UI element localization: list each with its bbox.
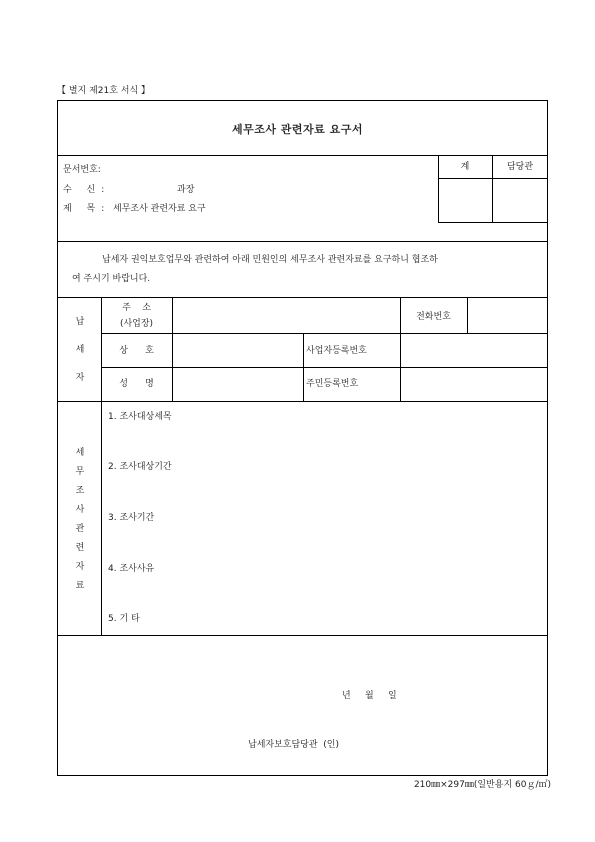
materials-section-char: 무	[75, 467, 85, 477]
material-item: 2. 조사대상기간	[108, 462, 172, 472]
company-field[interactable]	[173, 334, 302, 366]
divider	[57, 241, 548, 242]
material-item: 4. 조사사유	[108, 564, 155, 574]
subject-label: 제 목:	[63, 204, 111, 214]
name-label: 성 명	[119, 379, 154, 389]
materials-section-char: 사	[75, 505, 85, 515]
taxpayer-section-char: 납	[75, 317, 85, 327]
material-item: 5. 기 타	[108, 614, 140, 624]
address-label: 주 소	[122, 303, 151, 313]
recipient-label: 수 신:	[63, 185, 111, 195]
page-title: 세무조사 관련자료 요구서	[231, 123, 364, 136]
request-text-line-1: 납세자 권익보호업무와 관련하여 아래 민원인의 세무조사 관련자료를 요구하니 협조하	[102, 255, 438, 265]
name-field[interactable]	[173, 368, 302, 400]
divider	[57, 155, 548, 156]
request-text-line-2: 여 주시기 바랍니다.	[72, 274, 151, 284]
biz-reg-label: 사업자등록번호	[306, 346, 367, 356]
material-item: 1. 조사대상세목	[108, 412, 172, 422]
address-field[interactable]	[173, 298, 399, 332]
form-number: 【 별지 제21호 서식 】	[57, 86, 151, 96]
subject-value: 세무조사 관련자료 요구	[113, 204, 206, 214]
material-item: 3. 조사기간	[108, 513, 155, 523]
resident-reg-field[interactable]	[401, 368, 547, 400]
mid-column-line	[303, 333, 304, 401]
materials-section-char: 련	[75, 543, 85, 553]
company-label: 상 호	[119, 346, 154, 356]
signer-line: 납세자보호담당관 (인)	[248, 740, 339, 750]
materials-section-char: 료	[75, 581, 85, 591]
biz-reg-field[interactable]	[401, 334, 547, 366]
materials-section-char: 세	[75, 448, 85, 458]
approval-col-2: 담당관	[506, 162, 534, 172]
paper-spec: 210㎜×297㎜(일반용지 60ｇ/㎡)	[413, 780, 551, 790]
materials-section-char: 조	[75, 486, 85, 496]
materials-field[interactable]	[102, 402, 547, 634]
taxpayer-section-char: 세	[75, 345, 85, 355]
approval-col-1: 계	[460, 162, 470, 172]
materials-section-char: 자	[75, 562, 85, 572]
materials-section-char: 관	[75, 524, 85, 534]
doc-number-label: 문서번호:	[63, 165, 101, 175]
phone-field[interactable]	[468, 298, 547, 332]
recipient-dept: 과장	[177, 185, 195, 195]
resident-reg-label: 주민등록번호	[306, 379, 359, 389]
address-label-sub: (사업장)	[119, 319, 154, 329]
divider	[57, 635, 548, 636]
taxpayer-section-char: 자	[75, 373, 85, 383]
date-line: 년 월 일	[342, 691, 397, 701]
phone-label: 전화번호	[416, 312, 451, 322]
approval-bottom-line	[438, 222, 548, 223]
approval-header-line	[438, 178, 548, 179]
